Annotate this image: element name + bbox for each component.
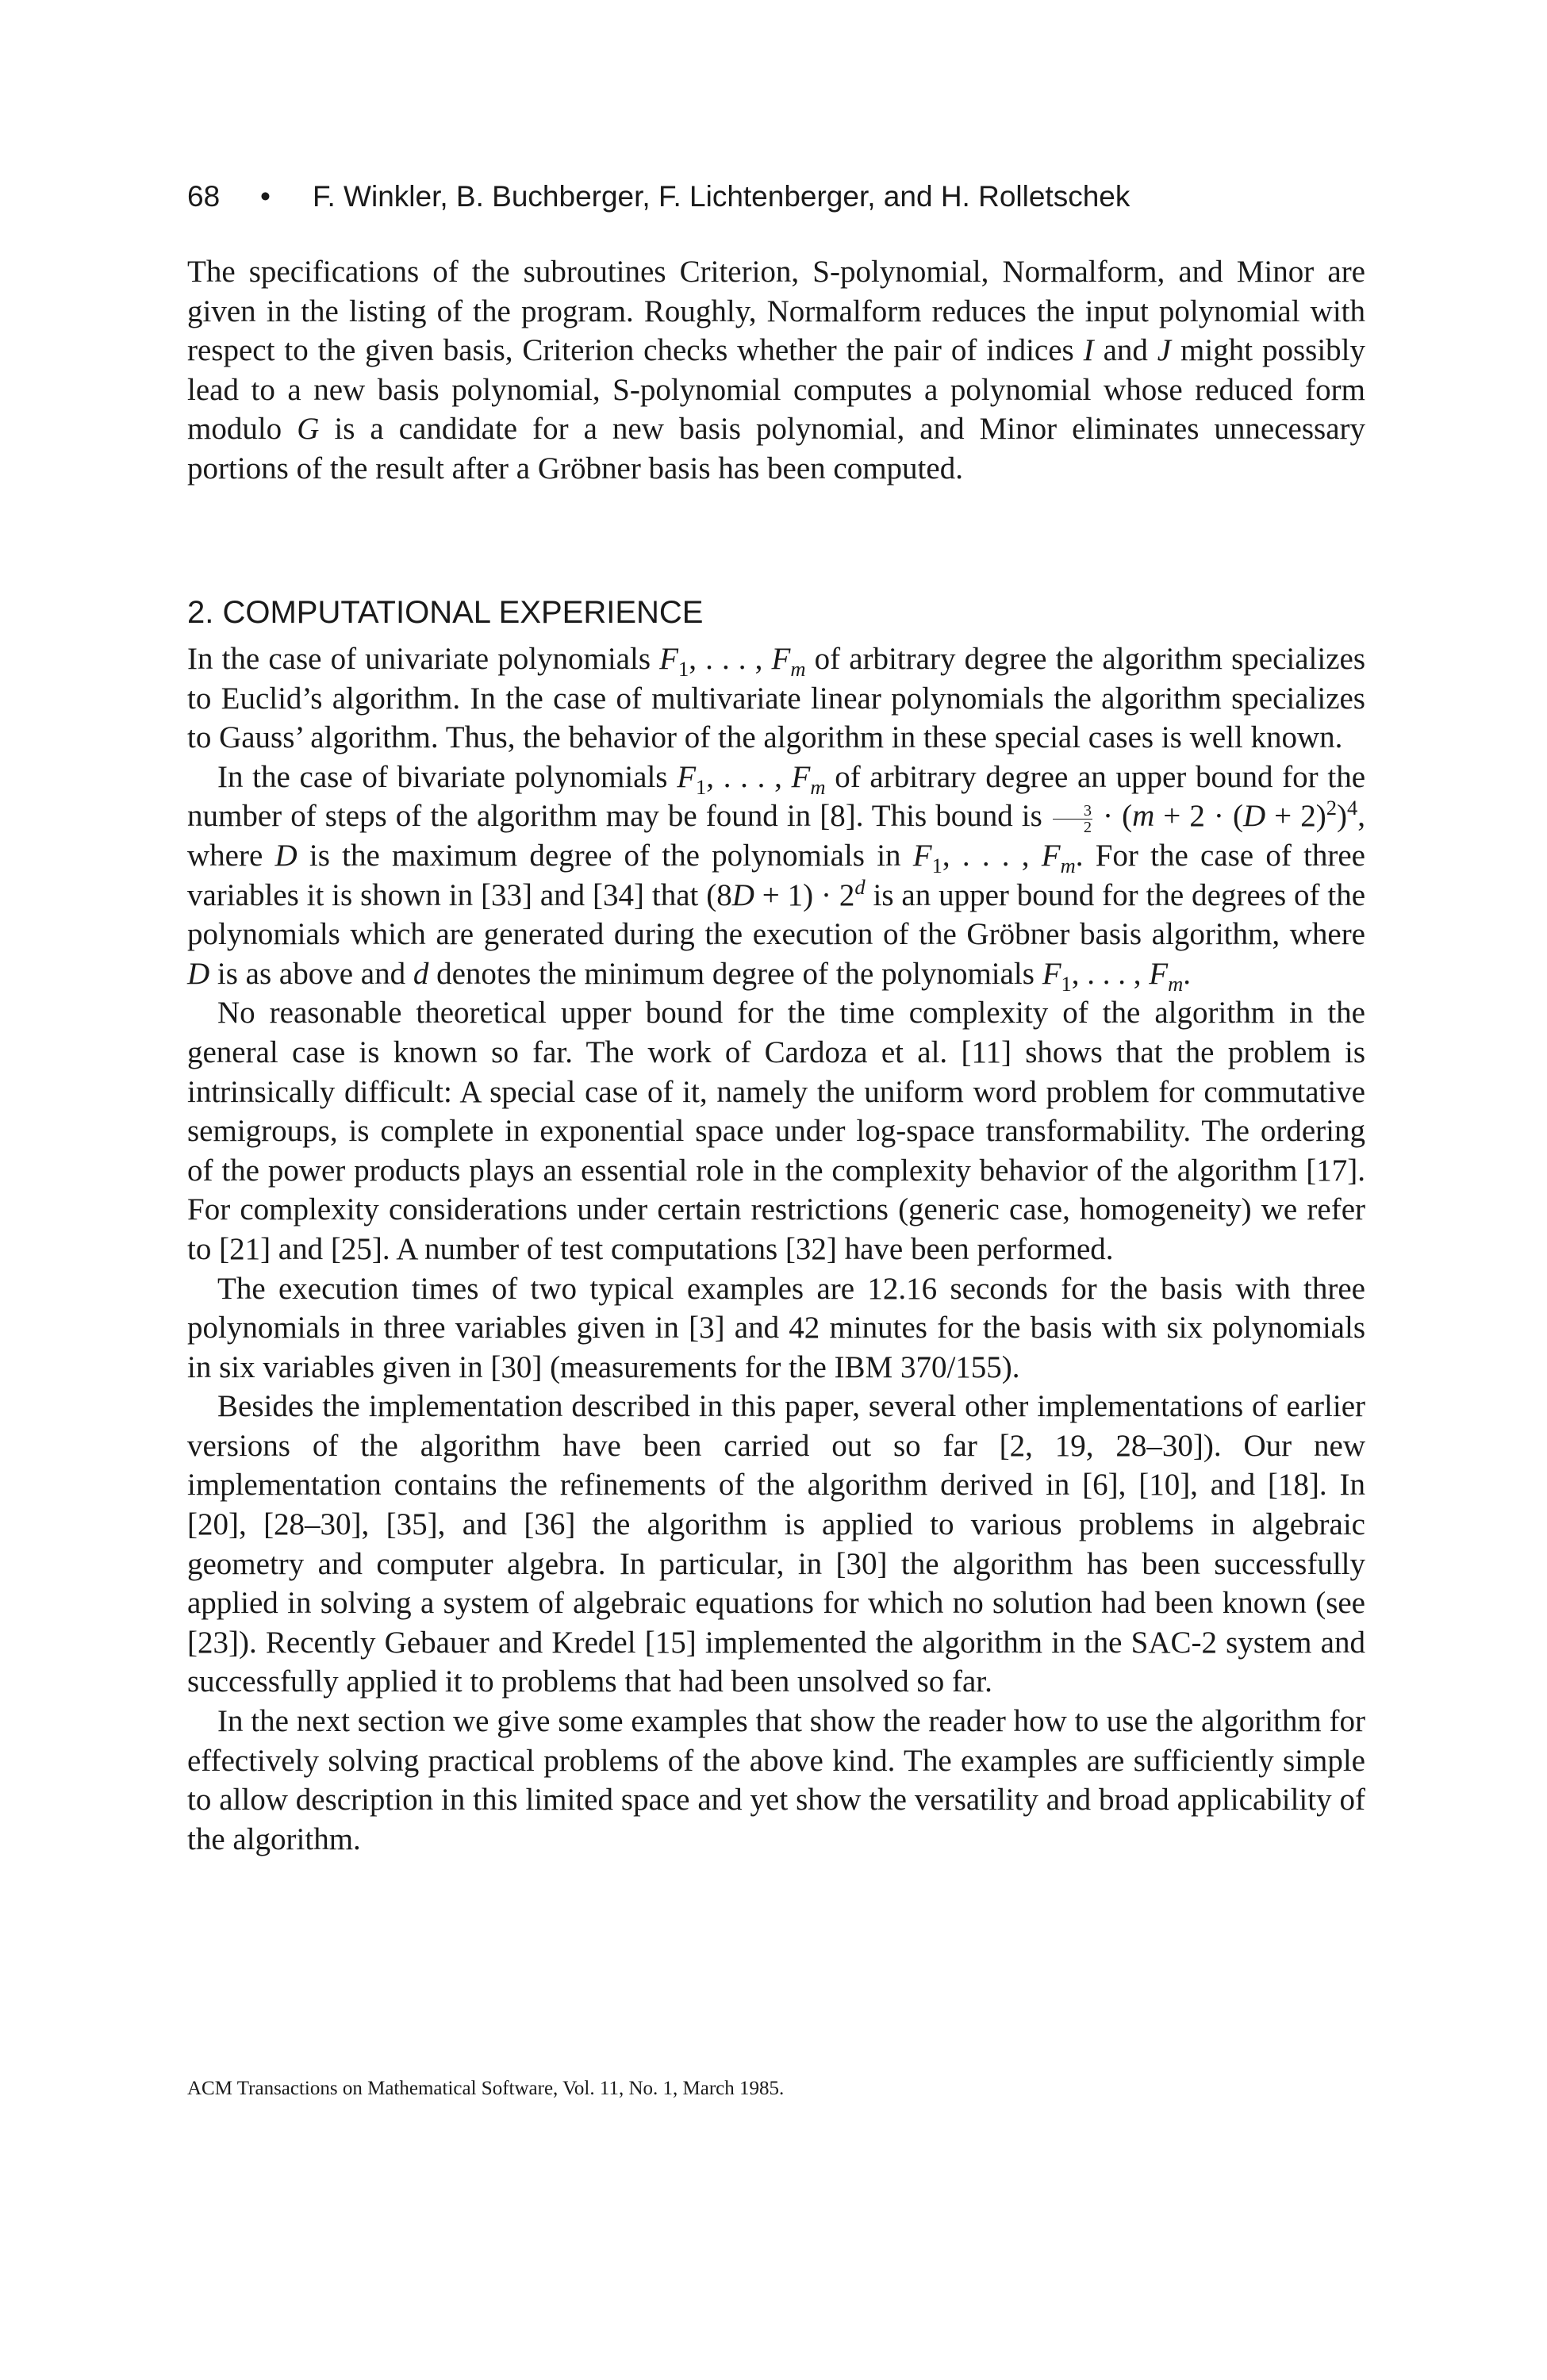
header-authors: F. Winkler, B. Buchberger, F. Lichtenberger, and H. Rolletschek: [313, 180, 1130, 213]
text-run: of arbitrary degree an upper bound for the number of steps of the algorithm may be found in [8]. This bound is: [187, 759, 1365, 834]
math-sub: m: [1060, 853, 1076, 877]
math-sub: 1: [1061, 971, 1072, 996]
fraction-denominator: 2: [1083, 818, 1092, 836]
text-run: · (: [1093, 799, 1133, 834]
text-run: is the maximum degree of the polynomials in: [297, 838, 913, 873]
math-var: D: [187, 956, 210, 991]
math-sub: 1: [678, 656, 689, 681]
text-run: The specifications of the subroutines Criterion, S-polynomial, Normalform, and Minor are given in the listing of the program. Roughly, Normalform reduces the input polynomial with respect to the given basis, Criterion checks whether the pair of indices: [187, 255, 1365, 368]
text-run: ): [1336, 799, 1347, 834]
text-run: .: [1183, 956, 1192, 991]
fraction: [1053, 803, 1092, 836]
text-run: , where: [187, 799, 1365, 873]
text-run: is as above and: [209, 956, 413, 991]
math-sup: 2: [1326, 796, 1337, 820]
math-var: D: [1242, 799, 1266, 834]
section-heading: 2. COMPUTATIONAL EXPERIENCE: [187, 595, 704, 630]
math-var: F: [771, 642, 791, 676]
math-var: F: [912, 838, 932, 873]
text-run: + 2): [1265, 799, 1326, 834]
text-run: of arbitrary degree the algorithm specializes to Euclid’s algorithm. In the case of multivariate linear polynomials the algorithm specializes to Gauss’ algorithm. Thus, the behavior of the algorithm in these special cases is well known.: [187, 642, 1366, 755]
text-run: might possibly lead to a new basis polynomial, S-polynomial computes a polynomial whose reduced form modulo: [187, 333, 1365, 447]
text-run: In the case of bivariate polynomials: [217, 759, 678, 794]
math-var: m: [1132, 799, 1155, 834]
math-var: F: [1042, 956, 1061, 991]
math-sub: m: [790, 656, 806, 681]
text-run: In the case of univariate polynomials: [187, 642, 660, 676]
header-separator: •: [260, 180, 271, 213]
paragraph: [187, 758, 1365, 994]
intro-paragraph: [187, 252, 1365, 489]
text-run: , . . . ,: [1071, 956, 1150, 991]
math-sub: 1: [931, 853, 942, 877]
text-run: + 1) · 2: [754, 877, 855, 912]
section-body: [187, 639, 1365, 1859]
math-var: F: [659, 642, 678, 676]
math-var: F: [1149, 956, 1169, 991]
math-sub: 1: [696, 774, 707, 799]
fraction-numerator: 3: [1053, 803, 1092, 820]
text-run: and: [1093, 333, 1157, 368]
math-var: D: [274, 838, 298, 873]
math-sup: d: [854, 874, 866, 899]
text-run: , . . . ,: [706, 759, 792, 794]
text-run: is a candidate for a new basis polynomial, and Minor eliminates unnecessary portions of the result after a Gröbner basis has been computed.: [187, 412, 1366, 486]
paragraph: [187, 639, 1365, 758]
text-run: is an upper bound for the degrees of the polynomials which are generated during the execution of the Gröbner basis algorithm, where: [187, 877, 1365, 952]
math-var: F: [791, 759, 811, 794]
math-var: F: [1041, 838, 1061, 873]
math-var: J: [1157, 333, 1172, 368]
paragraph: [187, 252, 1365, 489]
math-var: G: [297, 412, 320, 447]
text-run: + 2 · (: [1154, 799, 1243, 834]
text-run: denotes the minimum degree of the polynomials: [428, 956, 1042, 991]
paragraph: Besides the implementation described in this paper, several other implementations of earlier versions of the algorithm have been carried out so far [2, 19, 28–30]). Our new implementation contains the refinements of the algorithm derived in [6], [10], and [18]. In [20], [28–30], [35], and [36] the algorithm is applied to various problems in algebraic geometry and computer algebra. In particular, in [30] the algorithm has been successfully applied in solving a system of algebraic equations for which no solution had been known (see [23]). Recently Gebauer and Kredel [15] implemented the algorithm in the SAC-2 system and successfully applied it to problems that had been unsolved so far.: [187, 1389, 1365, 1699]
math-var: d: [413, 956, 429, 991]
text-run: , . . . ,: [942, 838, 1042, 873]
math-sub: m: [810, 774, 826, 799]
page-number: 68: [187, 180, 221, 213]
paragraph: No reasonable theoretical upper bound for the time complexity of the algorithm in the general case is known so far. The work of Cardoza et al. [11] shows that the problem is intrinsically difficult: A special case of it, namely the uniform word problem for commutative semigroups, is complete in exponential space under log-space transformability. The ordering of the power products plays an essential role in the complexity behavior of the algorithm [17]. For complexity considerations under certain restrictions (generic case, homogeneity) we refer to [21] and [25]. A number of test computations [32] have been performed.: [187, 996, 1365, 1266]
math-sub: m: [1168, 971, 1184, 996]
text-run: .: [1075, 838, 1084, 873]
journal-footer: ACM Transactions on Mathematical Software, Vol. 11, No. 1, March 1985.: [187, 2078, 785, 2099]
paragraph: In the next section we give some examples that show the reader how to use the algorithm for effectively solving practical problems of the above kind. The examples are sufficiently simple to allow description in this limited space and yet show the versatility and broad applicability of the algorithm.: [187, 1704, 1365, 1856]
math-var: F: [677, 759, 697, 794]
running-head: [187, 179, 1365, 214]
math-var: I: [1083, 333, 1094, 368]
text-run: For the case of three variables it is shown in [33] and [34] that (8: [187, 838, 1365, 912]
paragraph: The execution times of two typical examples are 12.16 seconds for the basis with three polynomials in three variables given in [3] and 42 minutes for the basis with six polynomials in six variables given in [30] (measurements for the IBM 370/155).: [187, 1271, 1365, 1384]
text-run: , . . . ,: [689, 642, 772, 676]
math-sup: 4: [1346, 796, 1358, 820]
math-var: D: [731, 877, 754, 912]
